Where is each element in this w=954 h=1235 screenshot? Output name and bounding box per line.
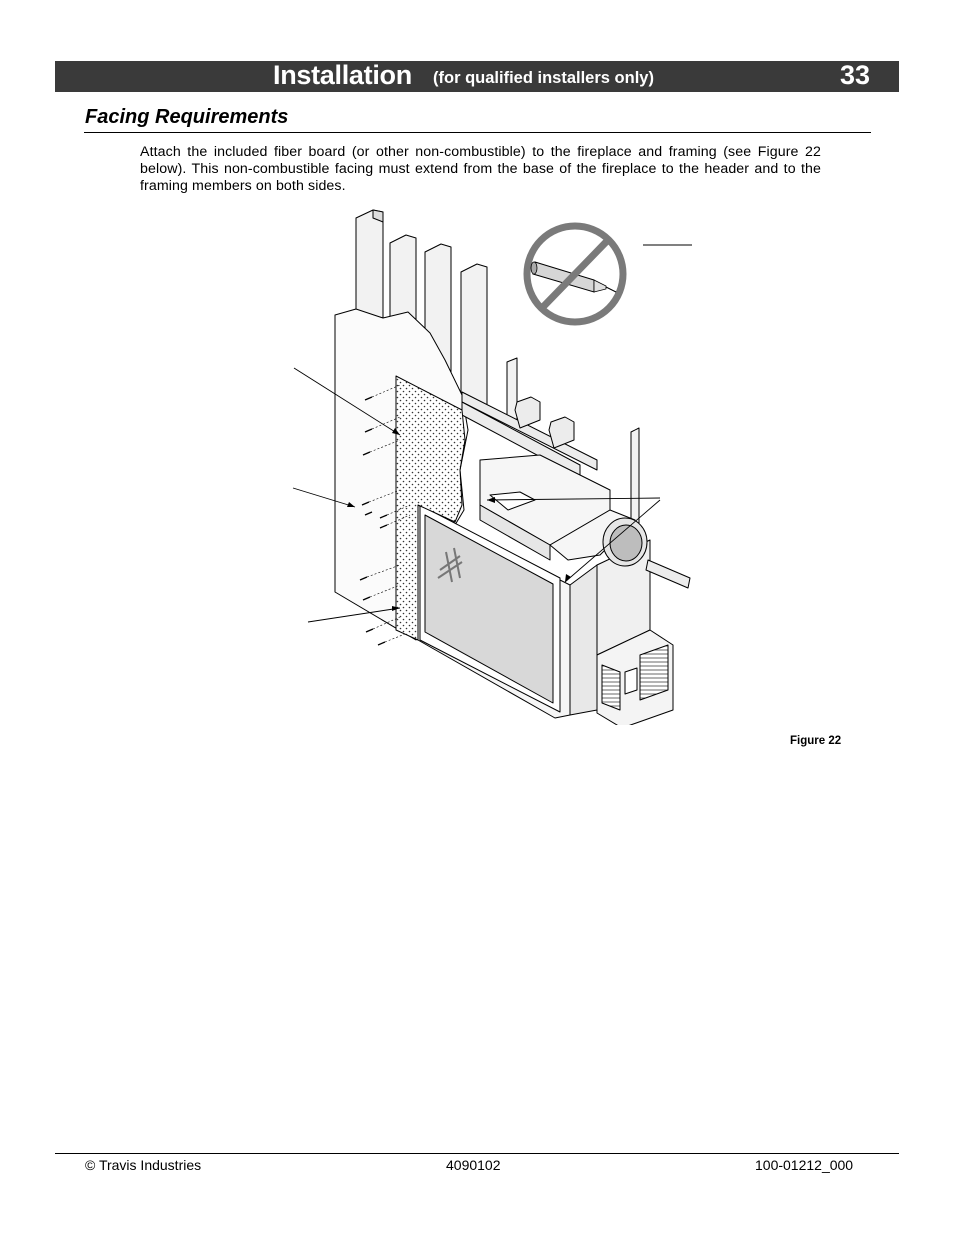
section-heading: Facing Requirements <box>85 106 289 128</box>
figure-caption: Figure 22 <box>790 735 842 747</box>
page-number: 33 <box>839 60 870 90</box>
footer-part-number: 100-01212_000 <box>755 1157 854 1173</box>
page-title: Installation <box>273 60 412 90</box>
page-subtitle: (for qualified installers only) <box>433 69 654 87</box>
footer-doc-number: 4090102 <box>446 1157 501 1173</box>
header-bar <box>55 61 899 92</box>
section-divider <box>84 132 871 133</box>
body-paragraph: Attach the included fiber board (or other non-combustible) to the fireplace and framing (see Figure 22 below). This non-combustible facing must extend from the base of the fireplace to the header and to the framing members on both sides. <box>140 144 821 194</box>
footer-divider <box>55 1153 899 1154</box>
no-caulk-icon <box>527 226 623 322</box>
figure-22-illustration <box>280 200 720 725</box>
footer-copyright: © Travis Industries <box>85 1157 202 1173</box>
